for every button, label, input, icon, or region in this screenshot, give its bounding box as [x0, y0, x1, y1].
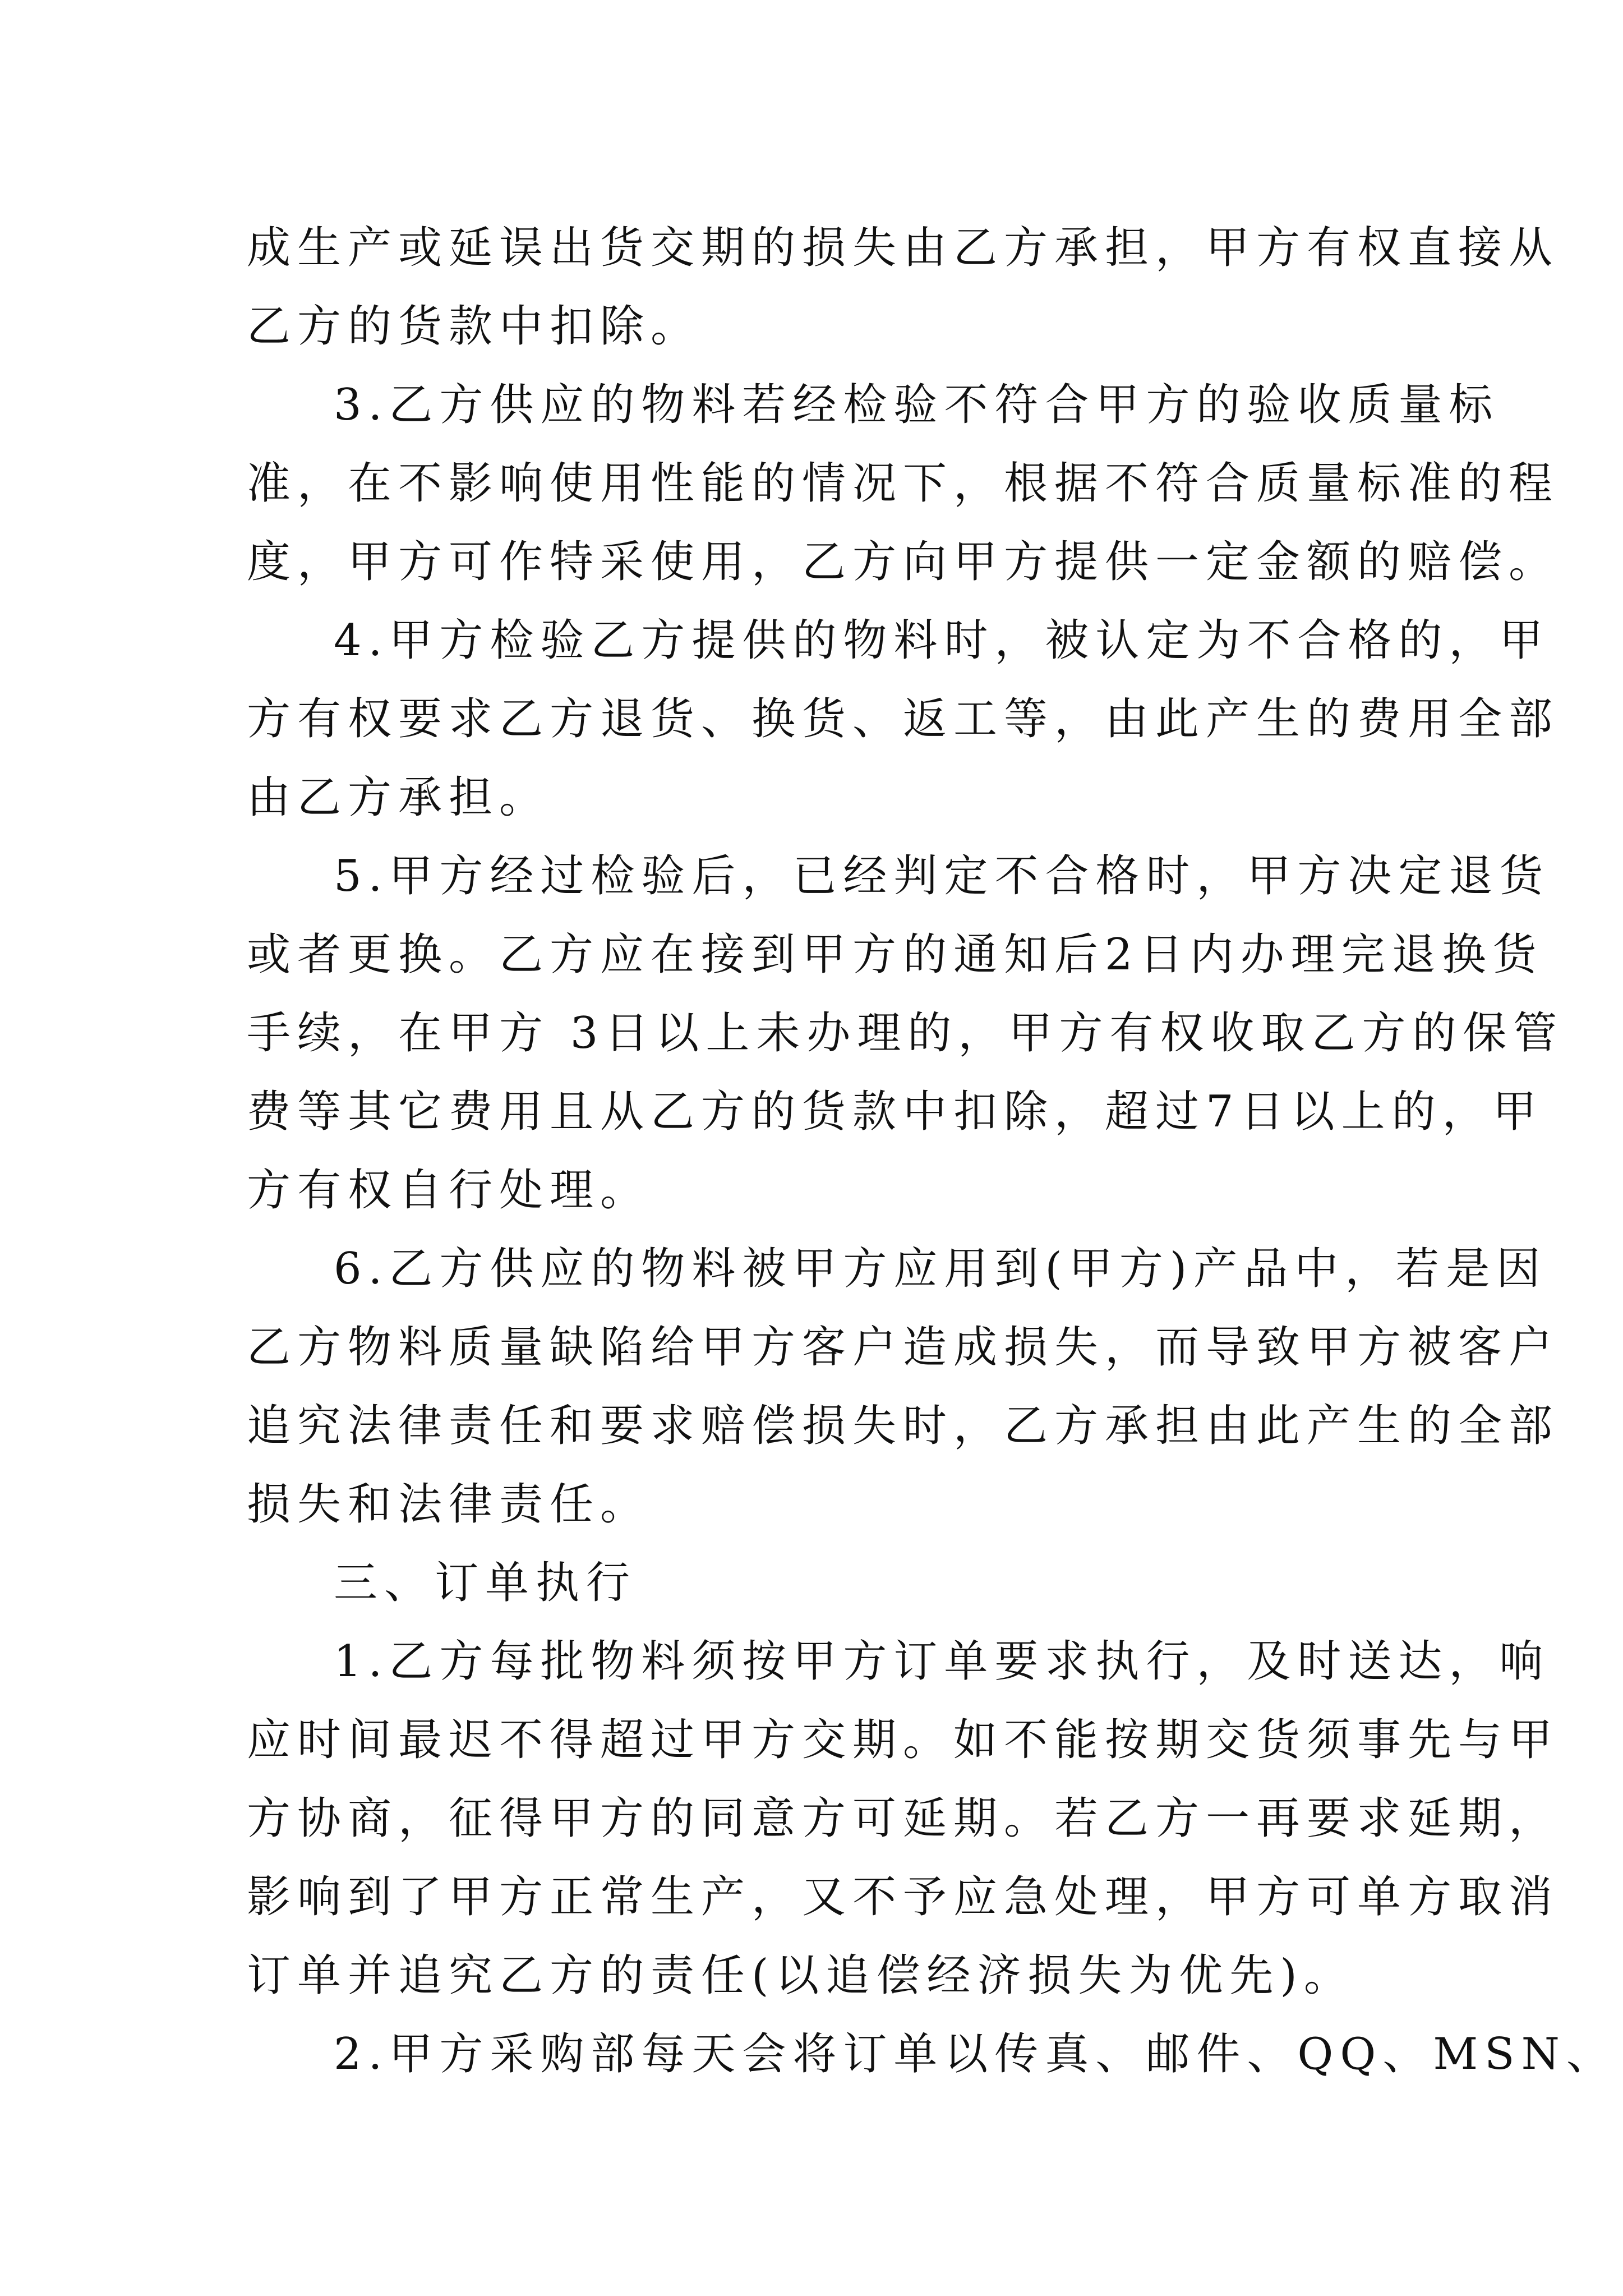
- text-line: 方协商，征得甲方的同意方可延期。若乙方一再要求延期，: [247, 1793, 1560, 1844]
- text-line: 1.乙方每批物料须按甲方订单要求执行，及时送达，响: [334, 1636, 1550, 1687]
- text-line: 6.乙方供应的物料被甲方应用到(甲方)产品中，若是因: [334, 1244, 1547, 1294]
- text-line: 5.甲方经过检验后，已经判定不合格时，甲方决定退货: [334, 851, 1550, 901]
- text-line: 成生产或延误出货交期的损失由乙方承担，甲方有权直接从: [247, 223, 1560, 273]
- text-line: 损失和法律责任。: [247, 1479, 651, 1530]
- text-line: 方有权要求乙方退货、换货、返工等，由此产生的费用全部: [247, 694, 1560, 744]
- text-line: 或者更换。乙方应在接到甲方的通知后2日内办理完退换货: [247, 930, 1543, 980]
- text-line: 2.甲方采购部每天会将订单以传真、邮件、QQ、MSN、: [334, 2029, 1617, 2079]
- text-line: 应时间最迟不得超过甲方交期。如不能按期交货须事先与甲: [247, 1715, 1560, 1765]
- text-line: 影响到了甲方正常生产，又不予应急处理，甲方可单方取消: [247, 1872, 1560, 1922]
- text-line: 方有权自行处理。: [247, 1165, 651, 1216]
- text-line: 订单并追究乙方的责任(以追偿经济损失为优先)。: [247, 1950, 1354, 2001]
- text-line: 费等其它费用且从乙方的货款中扣除，超过7日以上的，甲: [247, 1087, 1543, 1137]
- text-line: 三、订单执行: [334, 1558, 637, 1608]
- text-line: 由乙方承担。: [247, 772, 550, 823]
- text-line: 4.甲方检验乙方提供的物料时，被认定为不合格的，甲: [334, 615, 1550, 666]
- text-line: 准，在不影响使用性能的情况下，根据不符合质量标准的程: [247, 458, 1560, 509]
- text-line: 3.乙方供应的物料若经检验不符合甲方的验收质量标: [334, 380, 1500, 430]
- text-line: 手续，在甲方 3日以上未办理的，甲方有权收取乙方的保管: [247, 1008, 1564, 1059]
- document-body: [247, 209, 1617, 2093]
- text-line: 度，甲方可作特采使用，乙方向甲方提供一定金额的赔偿。: [247, 537, 1560, 587]
- text-line: 追究法律责任和要求赔偿损失时，乙方承担由此产生的全部: [247, 1401, 1560, 1451]
- text-line: 乙方物料质量缺陷给甲方客户造成损失，而导致甲方被客户: [247, 1322, 1560, 1373]
- text-line: 乙方的货款中扣除。: [247, 301, 702, 352]
